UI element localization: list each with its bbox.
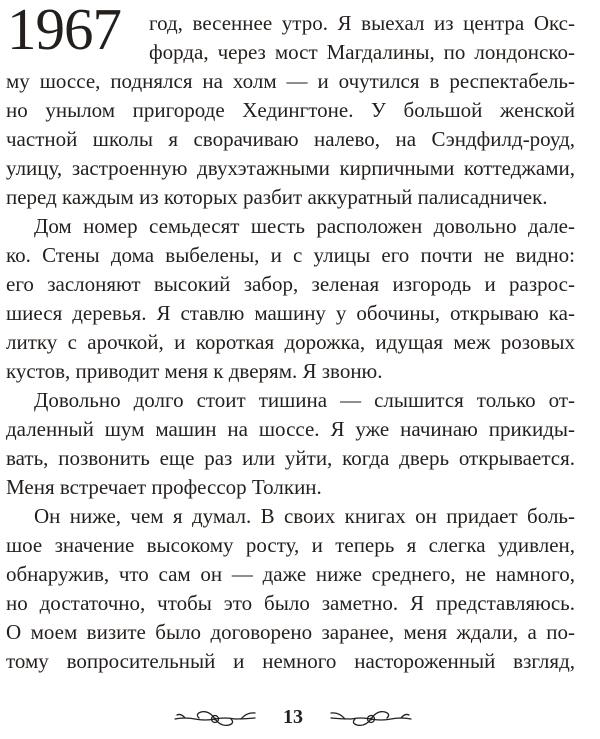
- text-line: но унылом пригороде Хедингтоне. У большой женской: [6, 98, 575, 122]
- text-line: кустов, приводит меня к дверям. Я звоню.: [6, 359, 383, 383]
- text-line: литку с арочкой, и короткая дорожка, идущая меж розовых: [6, 330, 575, 354]
- text-line: частной школы я сворачиваю налево, на Сэндфилд-роуд,: [6, 127, 575, 151]
- text-line: Дом номер семьдесят шесть расположен довольно дале-: [34, 214, 575, 238]
- text-line: улицу, застроенную двухэтажными кирпичными коттеджами,: [6, 156, 575, 180]
- text-line: форда, через мост Магдалины, по лондонско-: [149, 40, 575, 64]
- text-line: его заслоняют высокий забор, зеленая изгородь и разрос-: [6, 272, 575, 296]
- text-line: обнаружив, что сам он — даже ниже среднего, не намного,: [6, 562, 575, 586]
- page-number: 13: [283, 706, 303, 728]
- text-line: ко. Стены дома выбелены, и с улицы его почти не видно:: [6, 243, 575, 267]
- text-line: Он ниже, чем я думал. В своих книгах он придает боль-: [34, 504, 575, 528]
- page-footer: [0, 701, 600, 737]
- text-line: тому вопросительный и немного настороженный взгляд,: [6, 649, 575, 673]
- text-line: даленный шум машин на шоссе. Я уже начинаю прикиды-: [6, 417, 575, 441]
- left-flourish-ornament: [171, 706, 259, 730]
- dropcap-year: 1967: [7, 0, 121, 62]
- text-line: Меня встречает профессор Толкин.: [6, 475, 322, 499]
- text-line: Довольно долго стоит тишина — слышится только от-: [34, 388, 575, 412]
- text-line: шиеся деревья. Я ставлю машину у обочины, открываю ка-: [6, 301, 575, 325]
- text-line: му шоссе, поднялся на холм — и очутился в респектабель-: [6, 69, 575, 93]
- text-line: год, весеннее утро. Я выехал из центра Окс-: [149, 11, 575, 35]
- text-line: но достаточно, чтобы это было заметно. Я представляюсь.: [6, 591, 575, 615]
- text-line: перед каждым из которых разбит аккуратный палисадничек.: [6, 185, 548, 209]
- text-line: вать, позвонить еще раз или уйти, когда дверь открывается.: [6, 446, 575, 470]
- text-line: О моем визите было договорено заранее, меня ждали, а по-: [6, 620, 575, 644]
- text-line: шое значение высокому росту, и теперь я слегка удивлен,: [6, 533, 575, 557]
- right-flourish-ornament: [327, 706, 415, 730]
